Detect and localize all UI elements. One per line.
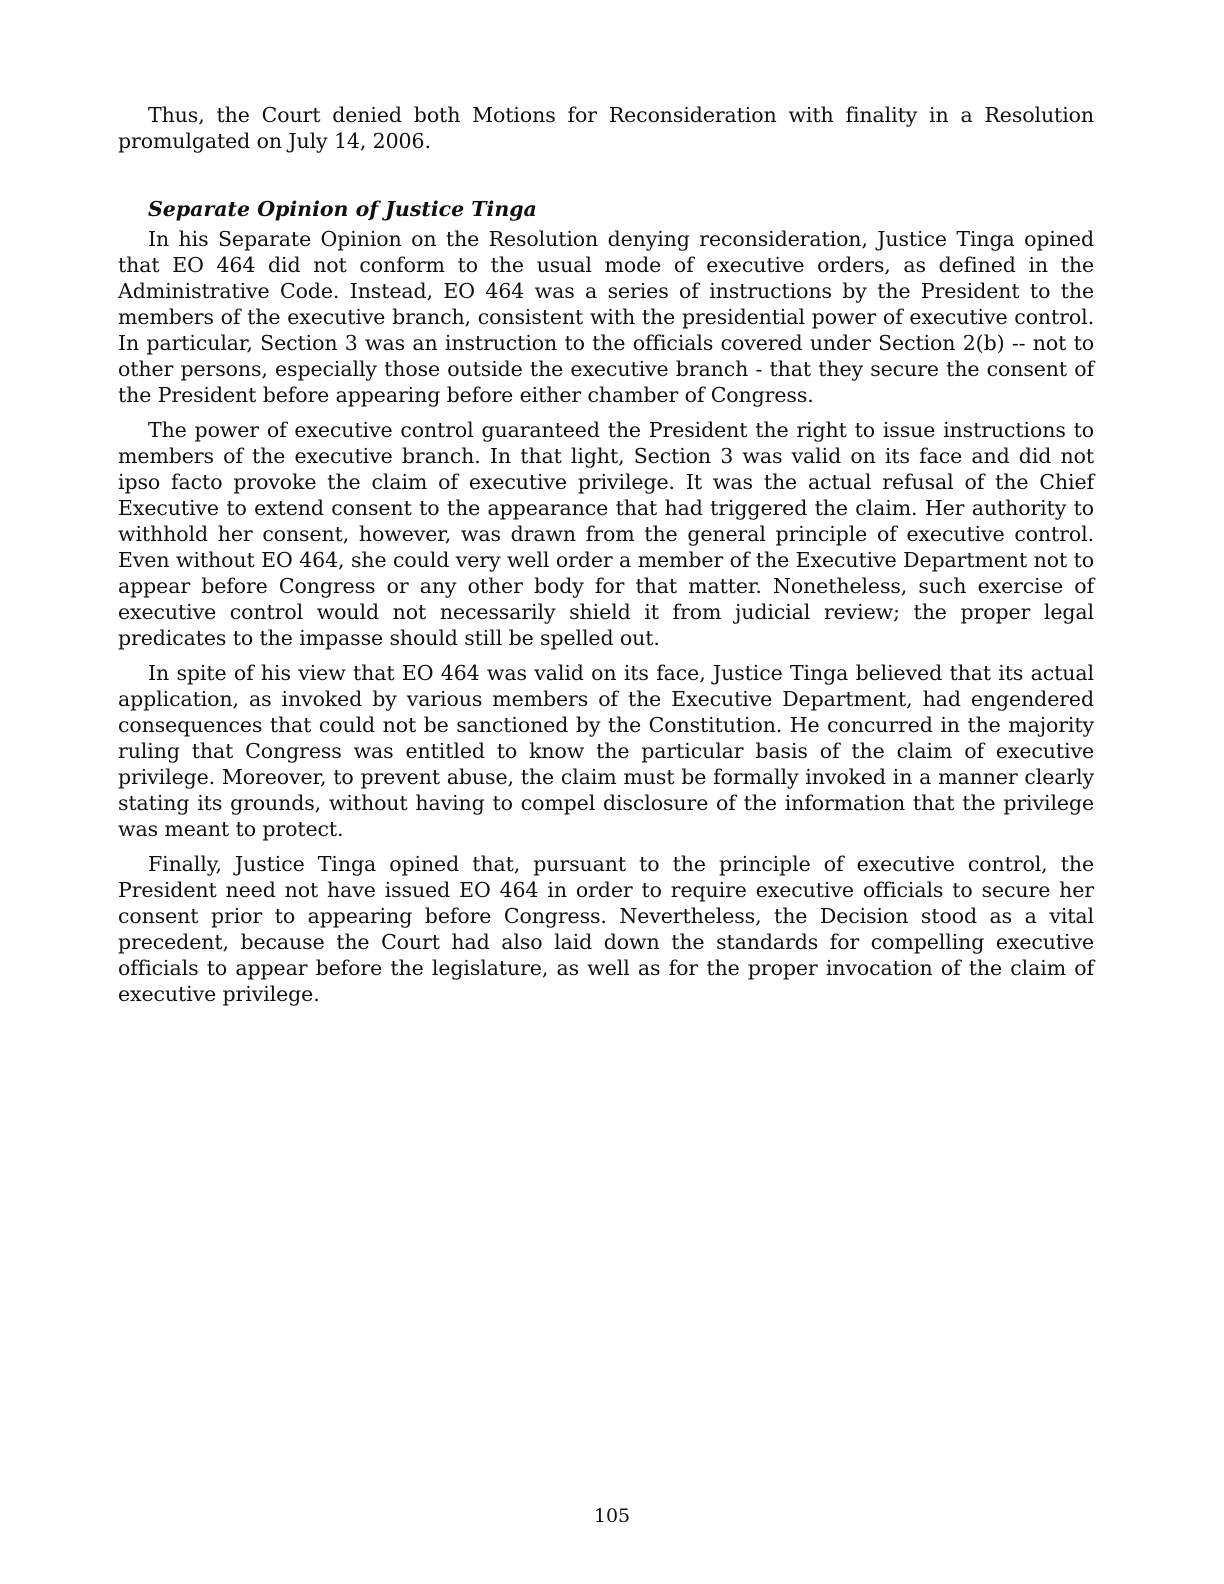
document-page (118, 102, 1094, 1007)
section-heading: Separate Opinion of Justice Tinga (148, 197, 537, 221)
intro-paragraph: Thus, the Court denied both Motions for Reconsideration with finality in a Resolution promulgated on July 14, 2006. (118, 103, 1094, 153)
body-paragraph-1: In his Separate Opinion on the Resolution denying reconsideration, Justice Tinga opined that EO 464 did not conform to the usual mode of executive orders, as defined in the Administrative Code. Instead, EO 464 was a series of instructions by the President to the members of the executive branch, consistent with the presidential power of executive control. In particular, Section 3 was an instruction to the officials covered under Section 2(b) -- not to other persons, especially those outside the executive branch - that they secure the consent of the President before appearing before either chamber of Congress. (118, 227, 1094, 407)
page-number: 105 (593, 1505, 631, 1527)
body-paragraph-4: Finally, Justice Tinga opined that, pursuant to the principle of executive control, the President need not have issued EO 464 in order to require executive officials to secure her consent prior to appearing before Congress. Nevertheless, the Decision stood as a vital precedent, because the Court had also laid down the standards for compelling executive officials to appear before the legislature, as well as for the proper invocation of the claim of executive privilege. (118, 852, 1094, 1006)
body-paragraph-2: The power of executive control guaranteed the President the right to issue instructions to members of the executive branch. In that light, Section 3 was valid on its face and did not ipso facto provoke the claim of executive privilege. It was the actual refusal of the Chief Executive to extend consent to the appearance that had triggered the claim. Her authority to withhold her consent, however, was drawn from the general principle of executive control. Even without EO 464, she could very well order a member of the Executive Department not to appear before Congress or any other body for that matter. Nonetheless, such exercise of executive control would not necessarily shield it from judicial review; the proper legal predicates to the impasse should still be spelled out. (118, 418, 1094, 650)
body-paragraph-3: In spite of his view that EO 464 was valid on its face, Justice Tinga believed that its actual application, as invoked by various members of the Executive Department, had engendered consequences that could not be sanctioned by the Constitution. He concurred in the majority ruling that Congress was entitled to know the particular basis of the claim of executive privilege. Moreover, to prevent abuse, the claim must be formally invoked in a manner clearly stating its grounds, without having to compel disclosure of the information that the privilege was meant to protect. (118, 661, 1094, 841)
